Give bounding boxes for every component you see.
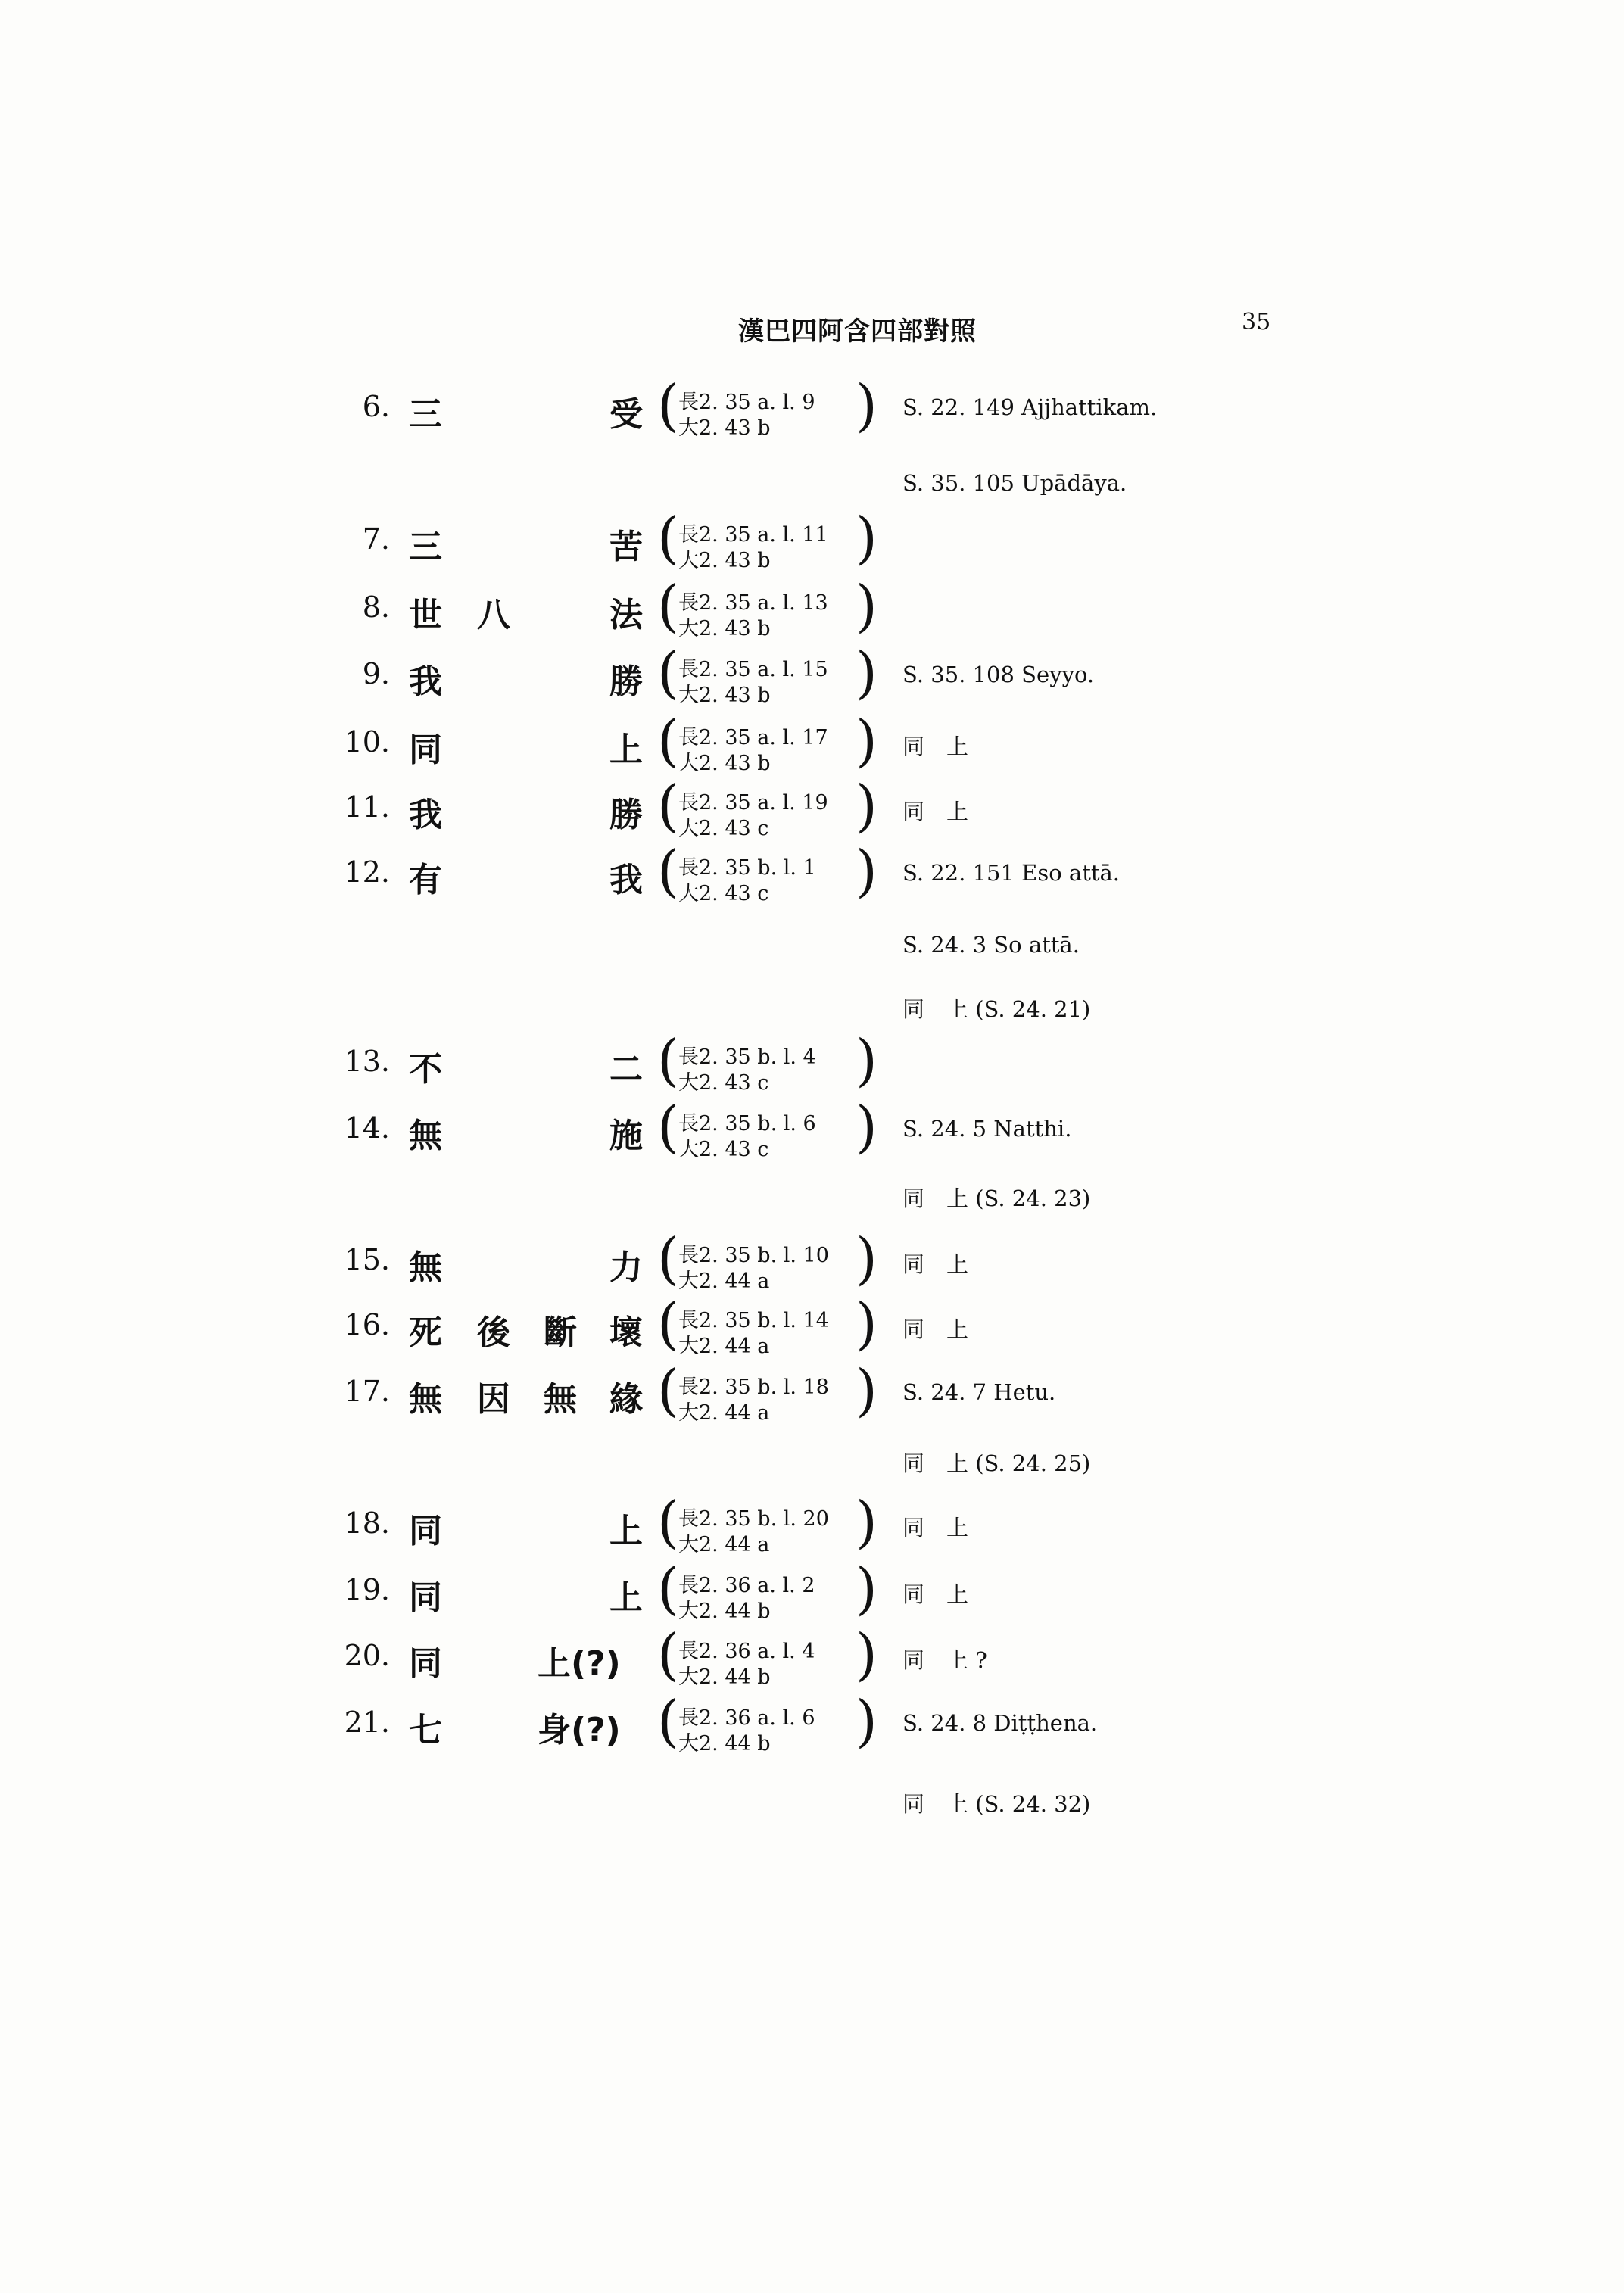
reference-line-2: 大2. 44 a <box>678 1533 770 1556</box>
sutta-title-char: 受 <box>609 395 643 434</box>
reference-line-1: 長2. 36 a. l. 2 <box>678 1574 815 1597</box>
pali-reference-continuation: 同 上 (S. 24. 23) <box>902 1185 1091 1211</box>
pali-reference: 同 上 <box>902 1581 969 1607</box>
left-paren: ( <box>657 774 679 839</box>
sutta-title-char: 我 <box>409 662 442 701</box>
agama-reference <box>657 774 877 842</box>
reference-line-2: 大2. 43 b <box>678 617 771 640</box>
right-paren: ) <box>856 373 877 438</box>
agama-reference <box>657 1358 877 1426</box>
left-paren: ( <box>657 1490 679 1555</box>
table-row <box>0 1226 1624 1296</box>
agama-reference <box>657 1622 877 1690</box>
entry-number: 6. <box>362 390 390 423</box>
reference-line-1: 長2. 35 a. l. 13 <box>678 591 828 615</box>
table-row <box>0 709 1624 778</box>
entry-number: 9. <box>362 657 390 690</box>
pali-reference: 同 上 ? <box>902 1647 987 1673</box>
pali-reference: 同 上 <box>902 1251 969 1277</box>
right-paren: ) <box>856 1028 877 1093</box>
left-paren: ( <box>657 574 679 639</box>
left-paren: ( <box>657 1622 679 1687</box>
entry-number: 18. <box>344 1506 390 1540</box>
table-row <box>0 640 1624 710</box>
entry-number: 16. <box>344 1308 390 1341</box>
reference-line-1: 長2. 35 b. l. 1 <box>678 856 816 880</box>
sutta-title-char: 無 <box>409 1248 442 1287</box>
right-paren: ) <box>856 1358 877 1423</box>
reference-line-2: 大2. 43 c <box>678 817 769 840</box>
reference-line-1: 長2. 35 b. l. 18 <box>678 1375 829 1399</box>
reference-line-1: 長2. 35 a. l. 15 <box>678 658 828 681</box>
reference-line-1: 長2. 35 b. l. 10 <box>678 1244 829 1267</box>
sutta-title-char: 壞 <box>609 1313 643 1352</box>
pali-reference-continuation: 同 上 (S. 24. 32) <box>902 1791 1091 1817</box>
reference-line-2: 大2. 43 b <box>678 416 771 440</box>
page-number: 35 <box>1242 309 1271 335</box>
table-row <box>0 373 1624 443</box>
left-paren: ( <box>657 1358 679 1423</box>
agama-reference <box>657 574 877 642</box>
pali-reference-continuation: S. 35. 105 Upādāya. <box>902 470 1127 496</box>
running-header: 漢巴四阿含四部對照 <box>738 316 977 347</box>
right-paren: ) <box>856 1622 877 1687</box>
pali-reference: 同 上 <box>902 734 969 759</box>
sutta-title-char: 法 <box>609 596 643 634</box>
sutta-title-char: 因 <box>477 1380 510 1419</box>
sutta-title-char: 苦 <box>609 528 643 566</box>
sutta-title-char: 死 <box>409 1313 442 1352</box>
sutta-title-char: 同 <box>409 1512 442 1550</box>
pali-reference-continuation: 同 上 (S. 24. 21) <box>902 996 1091 1022</box>
sutta-title-char: 無 <box>409 1117 442 1155</box>
entry-number: 19. <box>344 1573 390 1606</box>
pali-reference: 同 上 <box>902 1515 969 1541</box>
sutta-title-char: 七 <box>409 1711 442 1749</box>
sutta-title-char: 同 <box>409 1578 442 1617</box>
table-row <box>0 1556 1624 1626</box>
pali-reference: 同 上 <box>902 799 969 824</box>
agama-reference <box>657 1689 877 1757</box>
reference-line-2: 大2. 44 a <box>678 1270 770 1293</box>
entry-number: 11. <box>344 790 390 824</box>
sutta-title-char: 八 <box>477 596 510 634</box>
table-row <box>0 1490 1624 1559</box>
entry-number: 13. <box>344 1045 390 1078</box>
pali-reference-continuation: S. 24. 3 So attā. <box>902 932 1080 958</box>
sutta-title-char: 二 <box>609 1050 643 1089</box>
reference-line-2: 大2. 43 c <box>678 882 769 905</box>
reference-line-2: 大2. 44 b <box>678 1600 771 1623</box>
agama-reference <box>657 373 877 441</box>
entry-number: 15. <box>344 1243 390 1276</box>
agama-reference <box>657 709 877 777</box>
reference-line-1: 長2. 36 a. l. 6 <box>678 1706 815 1730</box>
pali-reference-continuation: 同 上 (S. 24. 25) <box>902 1450 1091 1476</box>
reference-line-1: 長2. 35 a. l. 11 <box>678 523 828 547</box>
pali-reference: S. 24. 8 Diṭṭhena. <box>902 1710 1098 1736</box>
left-paren: ( <box>657 506 679 571</box>
reference-line-1: 長2. 35 a. l. 19 <box>678 791 828 815</box>
reference-line-2: 大2. 43 b <box>678 752 771 775</box>
right-paren: ) <box>856 1689 877 1754</box>
right-paren: ) <box>856 1556 877 1622</box>
right-paren: ) <box>856 1490 877 1555</box>
table-row <box>0 1622 1624 1692</box>
sutta-title-char: 勝 <box>609 796 643 834</box>
sutta-title-char: 上 <box>609 731 643 769</box>
agama-reference <box>657 1095 877 1163</box>
reference-line-1: 長2. 35 b. l. 4 <box>678 1045 816 1069</box>
table-row <box>0 1095 1624 1164</box>
sutta-title-char: 三 <box>409 395 442 434</box>
table-row <box>0 574 1624 643</box>
sutta-title-char: 緣 <box>609 1380 643 1419</box>
agama-reference <box>657 1556 877 1625</box>
table-row <box>0 506 1624 575</box>
right-paren: ) <box>856 774 877 839</box>
reference-line-1: 長2. 35 b. l. 14 <box>678 1309 829 1332</box>
sutta-title-char: 無 <box>409 1380 442 1419</box>
left-paren: ( <box>657 1689 679 1754</box>
entry-number: 21. <box>344 1706 390 1739</box>
reference-line-2: 大2. 43 c <box>678 1071 769 1095</box>
agama-reference <box>657 839 877 907</box>
pali-reference: S. 24. 5 Natthi. <box>902 1116 1072 1142</box>
pali-reference: S. 24. 7 Hetu. <box>902 1379 1056 1405</box>
sutta-title-char: 三 <box>409 528 442 566</box>
right-paren: ) <box>856 709 877 774</box>
sutta-title-char: 施 <box>609 1117 643 1155</box>
reference-line-1: 長2. 35 a. l. 9 <box>678 391 815 414</box>
table-row <box>0 839 1624 908</box>
pali-reference: S. 35. 108 Seyyo. <box>902 662 1095 687</box>
left-paren: ( <box>657 1291 679 1357</box>
sutta-title-char: 同 <box>409 731 442 769</box>
pali-reference: S. 22. 149 Ajjhattikam. <box>902 394 1158 420</box>
sutta-title-char: 同 <box>409 1644 442 1683</box>
sutta-title-char: 無 <box>544 1380 577 1419</box>
table-row <box>0 1291 1624 1361</box>
sutta-title-char: 斷 <box>544 1313 577 1352</box>
reference-line-1: 長2. 36 a. l. 4 <box>678 1640 815 1663</box>
table-row <box>0 1358 1624 1428</box>
reference-line-2: 大2. 44 a <box>678 1335 770 1358</box>
right-paren: ) <box>856 1291 877 1357</box>
entry-number: 8. <box>362 590 390 624</box>
reference-line-2: 大2. 44 a <box>678 1401 770 1425</box>
reference-line-2: 大2. 43 c <box>678 1138 769 1161</box>
agama-reference <box>657 1028 877 1096</box>
reference-line-2: 大2. 43 b <box>678 549 771 572</box>
left-paren: ( <box>657 839 679 904</box>
entry-number: 10. <box>344 725 390 759</box>
left-paren: ( <box>657 1095 679 1160</box>
agama-reference <box>657 1490 877 1558</box>
right-paren: ) <box>856 1226 877 1291</box>
entry-number: 17. <box>344 1375 390 1408</box>
reference-line-2: 大2. 44 b <box>678 1665 771 1689</box>
right-paren: ) <box>856 640 877 706</box>
pali-reference: S. 22. 151 Eso attā. <box>902 860 1121 886</box>
sutta-title-char: 我 <box>609 861 643 899</box>
reference-line-2: 大2. 43 b <box>678 684 771 707</box>
sutta-title-char: 上 <box>609 1578 643 1617</box>
reference-line-1: 長2. 35 b. l. 20 <box>678 1507 829 1531</box>
left-paren: ( <box>657 373 679 438</box>
right-paren: ) <box>856 839 877 904</box>
sutta-title-char: 勝 <box>609 662 643 701</box>
sutta-title-char: 力 <box>609 1248 643 1287</box>
entry-number: 7. <box>362 522 390 556</box>
pali-reference: 同 上 <box>902 1316 969 1342</box>
table-row <box>0 1028 1624 1098</box>
table-row <box>0 1689 1624 1759</box>
sutta-title-char: 我 <box>409 796 442 834</box>
right-paren: ) <box>856 506 877 571</box>
sutta-title-char: 後 <box>477 1313 510 1352</box>
right-paren: ) <box>856 574 877 639</box>
agama-reference <box>657 1291 877 1360</box>
agama-reference <box>657 640 877 709</box>
left-paren: ( <box>657 1226 679 1291</box>
sutta-title-char: 上 <box>609 1512 643 1550</box>
reference-line-2: 大2. 44 b <box>678 1732 771 1756</box>
agama-reference <box>657 506 877 574</box>
right-paren: ) <box>856 1095 877 1160</box>
left-paren: ( <box>657 1556 679 1622</box>
sutta-title-char: 世 <box>409 596 442 634</box>
agama-reference <box>657 1226 877 1294</box>
sutta-title-char: 有 <box>409 861 442 899</box>
sutta-title-char: 身(?) <box>538 1711 621 1749</box>
reference-line-1: 長2. 35 a. l. 17 <box>678 726 828 749</box>
sutta-title-char: 上(?) <box>538 1644 621 1683</box>
entry-number: 12. <box>344 855 390 889</box>
left-paren: ( <box>657 1028 679 1093</box>
left-paren: ( <box>657 640 679 706</box>
entry-number: 20. <box>344 1639 390 1672</box>
entry-number: 14. <box>344 1111 390 1145</box>
sutta-title-char: 不 <box>409 1050 442 1089</box>
table-row <box>0 774 1624 843</box>
reference-line-1: 長2. 35 b. l. 6 <box>678 1112 816 1136</box>
left-paren: ( <box>657 709 679 774</box>
